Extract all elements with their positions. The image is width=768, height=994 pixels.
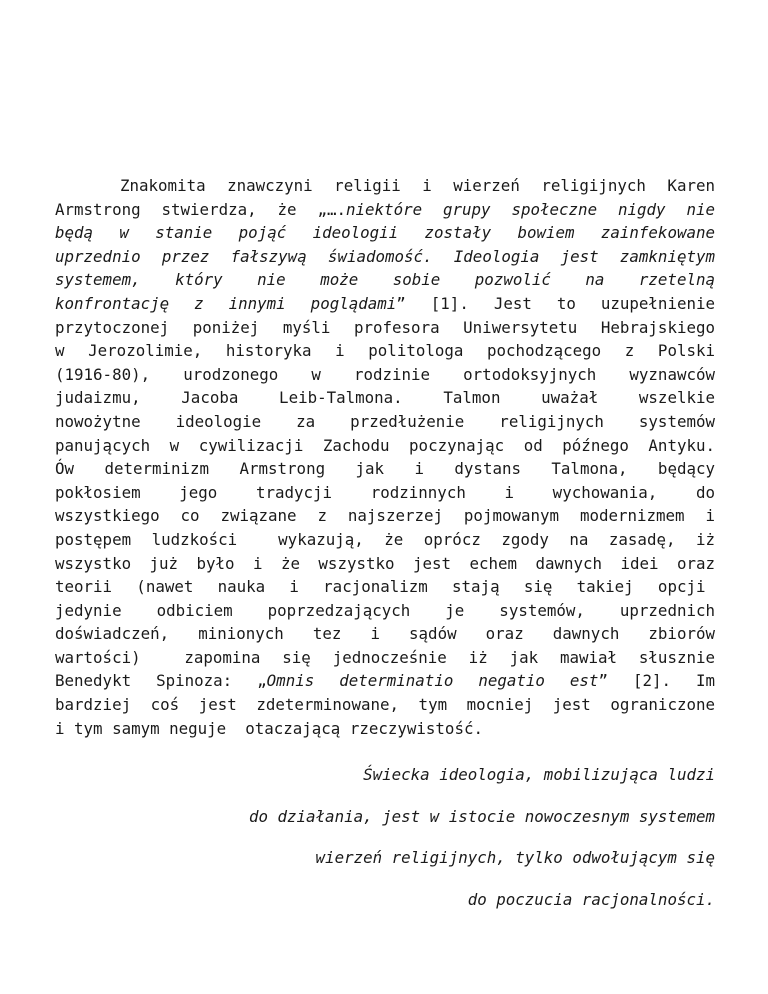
paragraph-line bbox=[55, 198, 715, 222]
paragraph-line bbox=[55, 410, 715, 434]
pull-quote-line: do działania, jest w istocie nowoczesnym systemem bbox=[248, 806, 715, 826]
italic-text: niektóre grupy społeczne nigdy nie bbox=[346, 199, 715, 219]
text-segment: pokłosiem jego tradycji rodzinnych i wychowania, do bbox=[55, 482, 715, 502]
paragraph-line bbox=[55, 669, 715, 693]
paragraph-line bbox=[55, 292, 715, 316]
paragraph-line bbox=[55, 221, 715, 245]
italic-text: systemem, który nie może sobie pozwolić na rzetelną bbox=[55, 270, 715, 290]
text-segment: teorii (nawet nauka i racjonalizm stają się takiej opcji bbox=[55, 577, 715, 597]
text-segment: ” [1]. Jest to uzupełnienie bbox=[396, 293, 715, 313]
paragraph-line bbox=[55, 528, 715, 552]
text-segment: jedynie odbiciem poprzedzających je systemów, uprzednich bbox=[55, 600, 715, 620]
pull-quote-line: Świecka ideologia, mobilizująca ludzi bbox=[363, 765, 715, 784]
text-segment: postępem ludzkości wykazują, że oprócz zgody na zasadę, iż bbox=[55, 529, 715, 549]
paragraph-line bbox=[55, 457, 715, 481]
paragraph-line bbox=[55, 174, 715, 198]
text-segment: wartości) zapomina się jednocześnie iż jak mawiał słusznie bbox=[55, 647, 715, 667]
text-segment: wszystkiego co związane z najszerzej pojmowanym modernizmem i bbox=[55, 506, 715, 526]
italic-text: Omnis determinatio negatio est bbox=[266, 671, 599, 691]
text-segment: i tym samym neguje otaczającą rzeczywistość. bbox=[55, 718, 483, 738]
paragraph-line bbox=[55, 434, 715, 458]
paragraph-line bbox=[55, 646, 715, 670]
text-segment: (1916-80), urodzonego w rodzinie ortodoksyjnych wyznawców bbox=[55, 364, 715, 384]
paragraph-line bbox=[55, 717, 715, 741]
pull-quote-line: do poczucia racjonalności. bbox=[467, 889, 715, 909]
text-segment: wszystko już było i że wszystko jest echem dawnych idei oraz bbox=[55, 553, 715, 573]
text-segment: bardziej coś jest zdeterminowane, tym mocniej jest ograniczone bbox=[55, 695, 715, 715]
text-segment: panujących w cywilizacji Zachodu poczynając od późnego Antyku. bbox=[55, 435, 715, 455]
text-segment: Znakomita znawczyni religii i wierzeń religijnych Karen bbox=[120, 176, 715, 195]
text-segment: ” [2]. Im bbox=[598, 671, 715, 691]
paragraph-line bbox=[55, 268, 715, 292]
paragraph-line bbox=[55, 693, 715, 717]
italic-text: konfrontację z innymi poglądami bbox=[55, 293, 397, 313]
text-segment: Armstrong stwierdza, że „…. bbox=[55, 199, 347, 219]
paragraph-line bbox=[55, 599, 715, 623]
italic-text: uprzednio przez fałszywą świadomość. Ideologia jest zamkniętym bbox=[55, 246, 715, 266]
paragraph-line bbox=[55, 481, 715, 505]
text-segment: doświadczeń, minionych tez i sądów oraz dawnych zbiorów bbox=[55, 624, 715, 644]
pull-quote-line: wierzeń religijnych, tylko odwołującym się bbox=[315, 848, 715, 867]
paragraph-line bbox=[55, 339, 715, 363]
text-segment: w Jerozolimie, historyka i politologa pochodzącego z Polski bbox=[55, 341, 715, 361]
paragraph-line bbox=[55, 316, 715, 340]
paragraph-line bbox=[55, 386, 715, 410]
body-paragraph bbox=[55, 174, 715, 740]
text-segment: Benedykt Spinoza: „ bbox=[55, 671, 267, 691]
paragraph-line bbox=[55, 504, 715, 528]
text-segment: nowożytne ideologie za przedłużenie religijnych systemów bbox=[55, 411, 715, 431]
paragraph-line bbox=[55, 622, 715, 646]
paragraph-line bbox=[55, 245, 715, 269]
text-segment: przytoczonej poniżej myśli profesora Uniwersytetu Hebrajskiego bbox=[55, 317, 715, 337]
paragraph-line bbox=[55, 363, 715, 387]
text-segment: judaizmu, Jacoba Leib-Talmona. Talmon uważał wszelkie bbox=[55, 388, 715, 408]
paragraph-line bbox=[55, 575, 715, 599]
pull-quote bbox=[115, 762, 715, 928]
paragraph-line bbox=[55, 552, 715, 576]
text-segment: Ów determinizm Armstrong jak i dystans Talmona, będący bbox=[55, 459, 715, 479]
italic-text: będą w stanie pojąć ideologii zostały bowiem zainfekowane bbox=[55, 223, 715, 243]
